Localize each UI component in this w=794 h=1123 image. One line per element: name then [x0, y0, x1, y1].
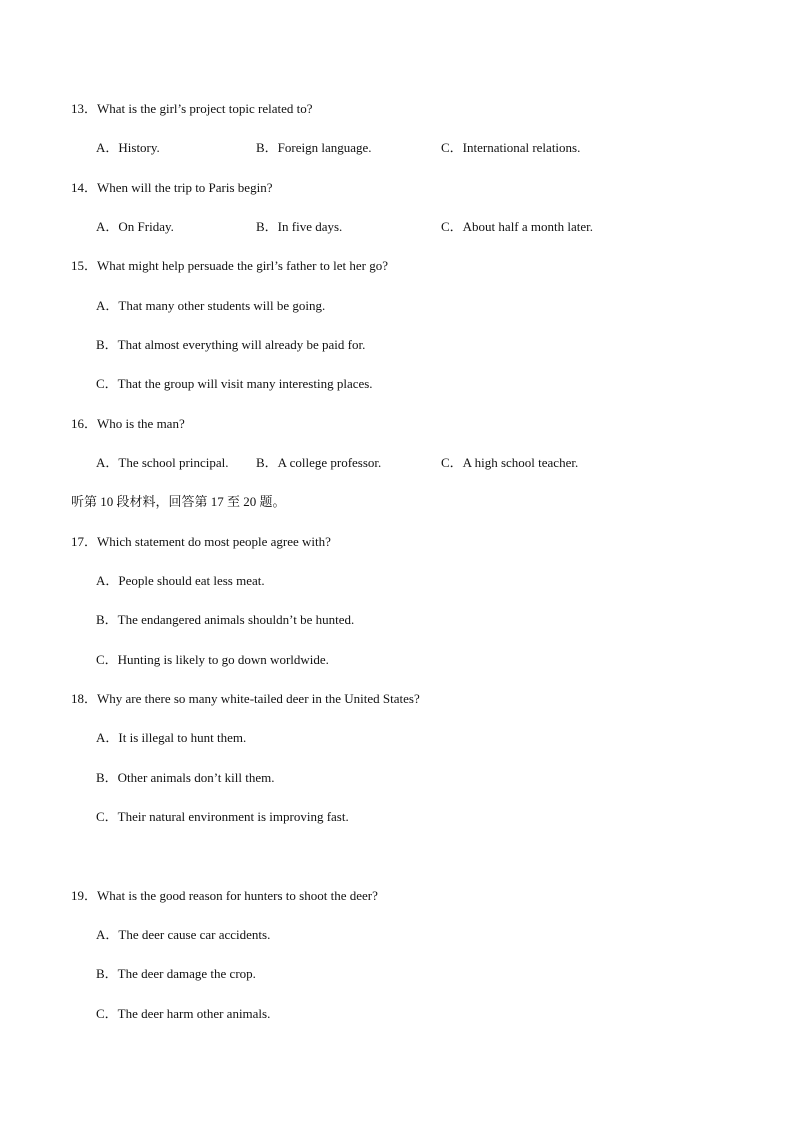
question-13-option-b: B．Foreign language. [256, 140, 372, 155]
question-15-option-a: A．That many other students will be going. [96, 298, 326, 313]
question-19-stem: 19．What is the good reason for hunters to shoot the deer? [71, 888, 378, 903]
section-instruction: 听第 10 段材料，回答第 17 至 20 题。 [71, 494, 286, 509]
question-16-option-a: A．The school principal. [96, 455, 229, 470]
question-17-option-a: A．People should eat less meat. [96, 573, 265, 588]
question-14-option-a: A．On Friday. [96, 219, 174, 234]
question-14-option-b: B．In five days. [256, 219, 343, 234]
question-15-option-b: B．That almost everything will already be paid for. [96, 337, 366, 352]
question-19-option-c: C．The deer harm other animals. [96, 1006, 271, 1021]
question-14-stem: 14．When will the trip to Paris begin? [71, 180, 273, 195]
question-17-option-c: C．Hunting is likely to go down worldwide. [96, 652, 329, 667]
question-18-stem: 18．Why are there so many white-tailed deer in the United States? [71, 691, 420, 706]
question-13-stem: 13．What is the girl’s project topic related to? [71, 101, 313, 116]
question-18-option-c: C．Their natural environment is improving fast. [96, 809, 349, 824]
question-16-option-c: C．A high school teacher. [441, 455, 579, 470]
question-13-option-c: C．International relations. [441, 140, 581, 155]
question-13-option-a: A．History. [96, 140, 160, 155]
question-18-option-a: A．It is illegal to hunt them. [96, 730, 247, 745]
question-18-option-b: B．Other animals don’t kill them. [96, 770, 275, 785]
question-17-option-b: B．The endangered animals shouldn’t be hunted. [96, 612, 355, 627]
question-19-option-a: A．The deer cause car accidents. [96, 927, 271, 942]
question-16-option-b: B．A college professor. [256, 455, 382, 470]
question-14-option-c: C．About half a month later. [441, 219, 594, 234]
question-19-option-b: B．The deer damage the crop. [96, 966, 256, 981]
question-15-stem: 15．What might help persuade the girl’s father to let her go? [71, 258, 388, 273]
question-15-option-c: C．That the group will visit many interesting places. [96, 376, 373, 391]
question-17-stem: 17．Which statement do most people agree with? [71, 534, 331, 549]
question-16-stem: 16．Who is the man? [71, 416, 185, 431]
